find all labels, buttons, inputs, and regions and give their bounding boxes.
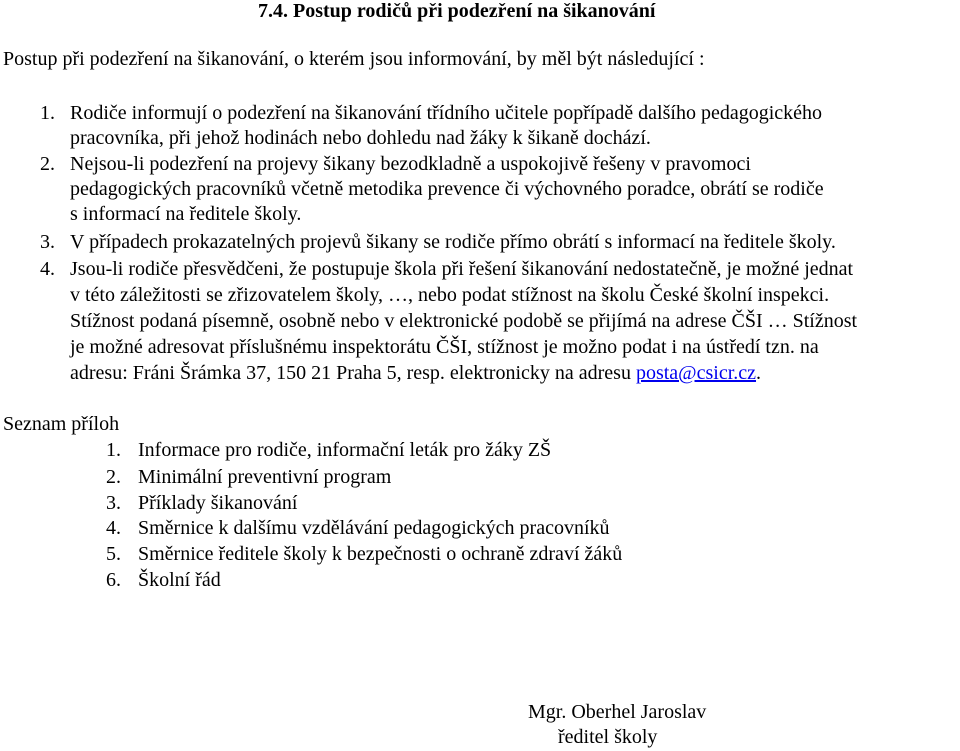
step-line-last <box>70 362 761 385</box>
attachment-label: Směrnice ředitele školy k bezpečnosti o ochraně zdraví žáků <box>138 543 623 565</box>
step-line: Rodiče informují o podezření na šikanování třídního učitele popřípadě dalšího pedagogického <box>70 102 823 124</box>
attachment-number: 4. <box>106 517 121 539</box>
attachment-number: 6. <box>106 569 121 591</box>
attachment-label: Příklady šikanování <box>138 492 298 514</box>
attachment-number: 5. <box>106 543 121 565</box>
step-number: 3. <box>40 231 55 253</box>
email-link[interactable]: posta@csicr.cz <box>635 362 757 384</box>
attachments-title: Seznam příloh <box>3 413 120 435</box>
address-text: adresu: Fráni Šrámka 37, 150 21 Praha 5, resp. elektronicky na adresu <box>70 362 636 384</box>
attachment-label: Směrnice k dalšímu vzdělávání pedagogických pracovníků <box>138 517 610 539</box>
step-line: Jsou-li rodiče přesvědčeni, že postupuje škola při řešení šikanování nedostatečně, je možné jednat <box>70 258 854 280</box>
step-number: 4. <box>40 258 55 280</box>
attachment-number: 3. <box>106 492 121 514</box>
attachment-number: 1. <box>106 439 121 461</box>
signature-role: ředitel školy <box>558 726 658 748</box>
attachment-number: 2. <box>106 466 121 488</box>
step-line: pedagogických pracovníků včetně metodika prevence či výchovného poradce, obrátí se rodiče <box>70 178 824 200</box>
step-line: Nejsou-li podezření na projevy šikany bezodkladně a uspokojivě řešeny v pravomoci <box>70 153 751 175</box>
step-line: Stížnost podaná písemně, osobně nebo v elektronické podobě se přijímá na adrese ČŠI … Stížnost <box>70 310 858 332</box>
step-line: V případech prokazatelných projevů šikany se rodiče přímo obrátí s informací na ředitele školy. <box>70 231 836 253</box>
step-line: v této záležitosti se zřizovatelem školy, …, nebo podat stížnost na školu České školní inspekci. <box>70 284 830 306</box>
page-title: 7.4. Postup rodičů při podezření na šikanování <box>258 0 656 22</box>
attachment-label: Školní řád <box>138 569 221 591</box>
attachment-label: Minimální preventivní program <box>138 466 392 488</box>
step-number: 2. <box>40 153 55 175</box>
step-line: pracovníka, při jehož hodinách nebo dohledu nad žáky k šikaně dochází. <box>70 127 651 149</box>
step-number: 1. <box>40 102 55 124</box>
step-line: s informací na ředitele školy. <box>70 203 302 225</box>
intro-text: Postup při podezření na šikanování, o kterém jsou informování, by měl být následující : <box>3 48 705 70</box>
address-suffix: . <box>756 362 762 384</box>
step-line: je možné adresovat příslušnému inspektorátu ČŠI, stížnost je možno podat i na ústředí tzn. na <box>70 336 819 358</box>
signature-name: Mgr. Oberhel Jaroslav <box>528 701 707 723</box>
attachment-label: Informace pro rodiče, informační leták pro žáky ZŠ <box>138 439 552 461</box>
